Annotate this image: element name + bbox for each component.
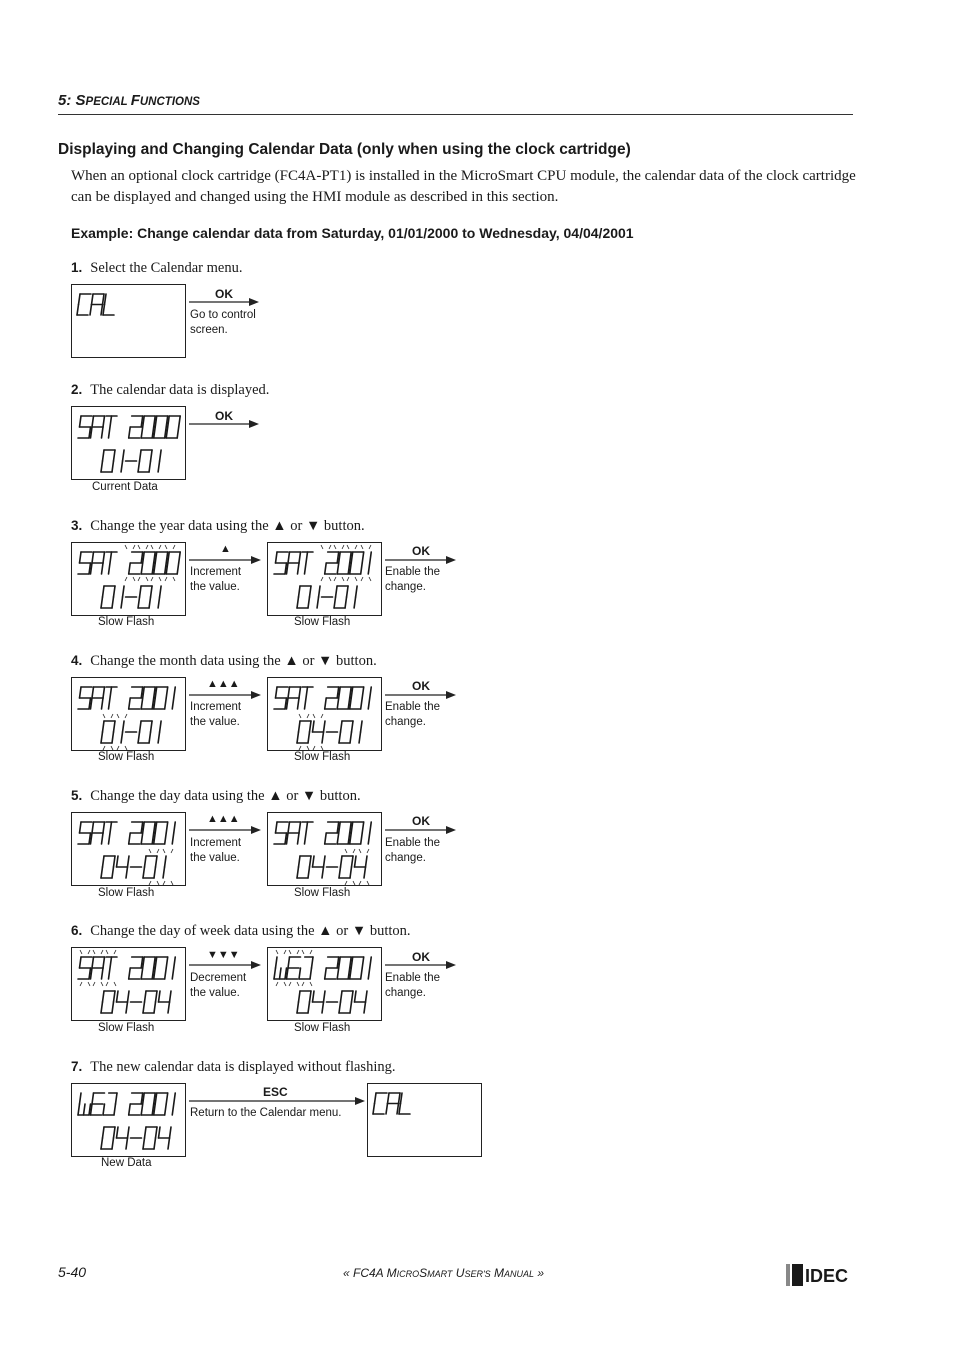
flash-mark: [111, 714, 113, 718]
note-go-to-control: Go to control screen.: [190, 309, 256, 336]
lcd-char: [355, 991, 368, 1013]
flash-mark: [345, 881, 347, 885]
lcd-char: [103, 294, 114, 315]
lcd-char: [117, 991, 130, 1013]
lcd-char: [325, 822, 339, 844]
ok-label: OK: [215, 409, 233, 423]
lcd-char: [101, 450, 115, 472]
step-1: 1. Select the Calendar menu.: [71, 260, 243, 276]
flash-mark: [146, 577, 148, 581]
lcd-char: [106, 687, 117, 709]
flash-mark: [163, 849, 165, 853]
caption-slow-flash: Slow Flash: [294, 1022, 351, 1034]
lcd-char: [158, 721, 161, 743]
lcd-char: [368, 552, 371, 574]
lcd-char: [90, 294, 104, 315]
esc-label: ESC: [263, 1085, 288, 1099]
lcd-char: [101, 856, 115, 878]
flash-mark: [369, 577, 371, 581]
lcd-char: [141, 416, 155, 438]
flash-mark: [302, 982, 304, 986]
flash-mark: [284, 950, 286, 954]
note-enable-change: Enable the change.: [385, 566, 440, 593]
lcd-char: [141, 822, 155, 844]
lcd-char: [172, 1093, 175, 1115]
lcd-char: [91, 1093, 105, 1115]
lcd-char: [121, 586, 124, 608]
lcd-char: [287, 552, 301, 574]
lcd-char: [117, 856, 130, 878]
lcd-char: [117, 1127, 130, 1149]
note-decrement: Decrement the value.: [190, 972, 247, 999]
flash-mark: [80, 982, 82, 986]
flash-mark: [297, 982, 299, 986]
lcd-char: [172, 687, 175, 709]
lcd-char: [154, 957, 168, 979]
lcd-char: [143, 856, 157, 878]
flash-mark: [307, 714, 309, 718]
lcd-char: [274, 552, 288, 574]
lcd-char: [337, 822, 351, 844]
lcd-char: [287, 822, 301, 844]
lcd-char: [101, 721, 115, 743]
caption-new-data: New Data: [101, 1157, 152, 1169]
flash-mark: [334, 545, 336, 549]
lcd-char: [334, 586, 348, 608]
manual-title: « FC4A MICROSMART USER'S MANUAL »: [343, 1266, 545, 1280]
section-number: 5:: [58, 92, 76, 109]
lcd-char: [350, 957, 364, 979]
note-increment: Increment the value.: [190, 837, 242, 864]
caption-slow-flash: Slow Flash: [98, 616, 155, 628]
flash-mark: [321, 714, 323, 718]
flash-mark: [125, 746, 127, 750]
lcd-char: [129, 822, 143, 844]
lcd-char: [78, 822, 92, 844]
flash-mark: [355, 545, 357, 549]
note-return: Return to the Calendar menu.: [190, 1107, 342, 1119]
ok-label: OK: [412, 814, 430, 828]
lcd-char: [166, 416, 180, 438]
flash-mark: [173, 577, 175, 581]
step-4: 4. Change the month data using the ▲ or ▼ button.: [71, 653, 377, 669]
lcd-char: [399, 1093, 410, 1114]
flash-mark: [101, 982, 103, 986]
up-arrows-icon: ▲▲▲: [207, 813, 240, 825]
flash-mark: [157, 849, 159, 853]
flash-mark: [159, 545, 161, 549]
lcd-char: [154, 687, 168, 709]
lcd-cal-menu: [367, 1083, 482, 1157]
lcd-char: [325, 687, 339, 709]
lcd-cal: [71, 284, 186, 358]
flash-mark: [101, 950, 103, 954]
flash-mark: [106, 950, 108, 954]
lcd-char: [138, 721, 152, 743]
flash-mark: [276, 982, 278, 986]
lcd-char: [91, 957, 105, 979]
lcd-char: [91, 416, 105, 438]
lcd-char: [297, 721, 311, 743]
lcd-char: [337, 687, 351, 709]
lcd-char: [313, 856, 326, 878]
lcd-char: [91, 822, 105, 844]
lcd-char: [141, 957, 155, 979]
up-arrow-icon: ▲: [220, 543, 231, 555]
flash-mark: [321, 545, 323, 549]
lcd-char: [121, 450, 124, 472]
header-rule: [58, 114, 853, 115]
ok-label: OK: [412, 544, 430, 558]
lcd-char: [325, 552, 339, 574]
flash-mark: [361, 545, 363, 549]
lcd-char: [121, 721, 124, 743]
idec-logo: [786, 1263, 856, 1292]
section-header: 5: SPECIAL FUNCTIONS: [58, 92, 200, 109]
flash-mark: [133, 577, 135, 581]
lcd-char: [78, 552, 92, 574]
lcd-char: [101, 586, 115, 608]
arrow-right-icon: [385, 555, 459, 565]
step-3: 3. Change the year data using the ▲ or ▼ button.: [71, 518, 365, 534]
caption-slow-flash: Slow Flash: [294, 751, 351, 763]
flash-mark: [297, 950, 299, 954]
caption-current-data: Current Data: [92, 481, 158, 493]
flash-mark: [299, 746, 301, 750]
example-heading: Example: Change calendar data from Saturday, 01/01/2000 to Wednesday, 04/04/2001: [71, 225, 634, 241]
flash-mark: [334, 577, 336, 581]
lcd-month-before: [71, 677, 186, 751]
up-arrows-icon: ▲▲▲: [207, 678, 240, 690]
flash-mark: [173, 545, 175, 549]
flash-mark: [367, 881, 369, 885]
flash-mark: [342, 545, 344, 549]
flash-mark: [151, 545, 153, 549]
flash-mark: [313, 746, 315, 750]
flash-mark: [310, 950, 312, 954]
caption-slow-flash: Slow Flash: [98, 1022, 155, 1034]
lcd-char: [302, 687, 313, 709]
lcd-char: [354, 586, 357, 608]
flash-mark: [103, 746, 105, 750]
lcd-char: [106, 822, 117, 844]
flash-mark: [80, 950, 82, 954]
flash-mark: [329, 577, 331, 581]
arrow-right-icon: [189, 825, 261, 835]
flash-mark: [355, 577, 357, 581]
lcd-char: [158, 450, 161, 472]
flash-mark: [138, 577, 140, 581]
flash-mark: [117, 746, 119, 750]
lcd-char: [129, 1093, 143, 1115]
flash-mark: [146, 545, 148, 549]
lcd-char: [154, 1093, 168, 1115]
flash-mark: [125, 577, 127, 581]
step-5: 5. Change the day data using the ▲ or ▼ button.: [71, 788, 361, 804]
flash-mark: [367, 849, 369, 853]
lcd-char: [101, 991, 115, 1013]
caption-slow-flash: Slow Flash: [98, 887, 155, 899]
flash-mark: [125, 714, 127, 718]
lcd-char: [302, 552, 313, 574]
lcd-char: [103, 1093, 117, 1115]
flash-mark: [361, 577, 363, 581]
lcd-char: [368, 822, 371, 844]
caption-slow-flash: Slow Flash: [294, 616, 351, 628]
arrow-right-icon: [189, 419, 261, 429]
note-enable-change: Enable the change.: [385, 837, 440, 864]
flash-mark: [88, 982, 90, 986]
step-7: 7. The new calendar data is displayed without flashing.: [71, 1059, 396, 1075]
lcd-char: [91, 687, 105, 709]
arrow-right-icon: [189, 297, 261, 307]
flash-mark: [353, 849, 355, 853]
lcd-char: [106, 416, 117, 438]
step-6: 6. Change the day of week data using the ▲ or ▼ button.: [71, 923, 411, 939]
flash-mark: [353, 881, 355, 885]
step-2: 2. The calendar data is displayed.: [71, 382, 270, 398]
flash-mark: [163, 881, 165, 885]
arrow-right-icon: [189, 690, 261, 700]
note-enable-change: Enable the change.: [385, 972, 440, 999]
lcd-char: [78, 687, 92, 709]
lcd-char: [163, 856, 166, 878]
lcd-char: [274, 957, 287, 979]
flash-mark: [106, 982, 108, 986]
lcd-char: [154, 822, 168, 844]
flash-mark: [321, 577, 323, 581]
lcd-char: [101, 1127, 115, 1149]
flash-mark: [302, 950, 304, 954]
caption-slow-flash: Slow Flash: [294, 887, 351, 899]
lcd-char: [129, 957, 143, 979]
lcd-char: [154, 552, 168, 574]
flash-mark: [149, 849, 151, 853]
ok-label: OK: [412, 679, 430, 693]
lcd-char: [143, 991, 157, 1013]
lcd-char: [302, 822, 313, 844]
flash-mark: [276, 950, 278, 954]
lcd-char: [299, 957, 313, 979]
flash-mark: [289, 950, 291, 954]
flash-mark: [149, 881, 151, 885]
flash-mark: [307, 746, 309, 750]
flash-mark: [369, 545, 371, 549]
lcd-char: [297, 586, 311, 608]
flash-mark: [284, 982, 286, 986]
flash-mark: [93, 950, 95, 954]
lcd-char: [129, 552, 143, 574]
flash-mark: [289, 982, 291, 986]
flash-mark: [329, 545, 331, 549]
arrow-right-icon: [189, 555, 261, 565]
lcd-char: [337, 957, 351, 979]
lcd-char: [368, 957, 371, 979]
flash-mark: [151, 577, 153, 581]
lcd-char: [106, 552, 117, 574]
flash-mark: [117, 714, 119, 718]
lcd-char: [386, 1093, 400, 1114]
flash-mark: [165, 577, 167, 581]
flash-mark: [138, 545, 140, 549]
lcd-char: [339, 856, 353, 878]
lcd-year-before: [71, 542, 186, 616]
lcd-char: [287, 687, 301, 709]
lcd-current: [71, 406, 186, 480]
down-arrows-icon: ▼▼▼: [207, 949, 240, 961]
lcd-char: [274, 822, 288, 844]
lcd-char: [325, 957, 339, 979]
lcd-char: [339, 991, 353, 1013]
flash-mark: [103, 714, 105, 718]
lcd-char: [129, 687, 143, 709]
arrow-right-icon: [385, 690, 459, 700]
lcd-char: [317, 586, 320, 608]
lcd-char: [274, 687, 288, 709]
lcd-char: [368, 687, 371, 709]
flash-mark: [347, 545, 349, 549]
flash-mark: [159, 577, 161, 581]
lcd-char: [91, 552, 105, 574]
lcd-char: [141, 1093, 155, 1115]
lcd-weekday-before: [71, 947, 186, 1021]
lcd-char: [159, 1127, 172, 1149]
flash-mark: [171, 849, 173, 853]
lcd-char: [138, 586, 152, 608]
lcd-char: [159, 991, 172, 1013]
lcd-char: [339, 721, 353, 743]
idec-logo-mark: [786, 1263, 856, 1287]
lcd-year-after: [267, 542, 382, 616]
flash-mark: [165, 545, 167, 549]
lcd-char: [359, 721, 362, 743]
lcd-char: [158, 586, 161, 608]
arrow-right-icon: [189, 960, 261, 970]
flash-mark: [359, 881, 361, 885]
lcd-char: [287, 957, 301, 979]
lcd-char: [106, 957, 117, 979]
flash-mark: [299, 714, 301, 718]
lcd-char: [77, 294, 91, 315]
lcd-char: [154, 416, 168, 438]
lcd-char: [141, 552, 155, 574]
flash-mark: [125, 545, 127, 549]
lcd-char: [141, 687, 155, 709]
lcd-weekday-after: [267, 947, 382, 1021]
flash-mark: [157, 881, 159, 885]
flash-mark: [310, 982, 312, 986]
note-increment: Increment the value.: [190, 701, 242, 728]
lcd-char: [373, 1093, 387, 1114]
arrow-right-icon: [385, 825, 459, 835]
arrow-right-icon: [189, 1096, 367, 1106]
flash-mark: [342, 577, 344, 581]
flash-mark: [171, 881, 173, 885]
flash-mark: [133, 545, 135, 549]
lcd-day-before: [71, 812, 186, 886]
flash-mark: [347, 577, 349, 581]
lcd-day-after: [267, 812, 382, 886]
flash-mark: [114, 982, 116, 986]
lcd-char: [350, 822, 364, 844]
lcd-char: [78, 957, 92, 979]
lcd-char: [129, 416, 143, 438]
lcd-char: [297, 856, 311, 878]
lcd-char: [143, 1127, 157, 1149]
page-number: 5-40: [58, 1264, 87, 1280]
lcd-char: [78, 416, 92, 438]
lcd-char: [355, 856, 368, 878]
arrow-right-icon: [385, 960, 459, 970]
lcd-char: [138, 450, 152, 472]
flash-mark: [93, 982, 95, 986]
lcd-month-after: [267, 677, 382, 751]
flash-mark: [114, 950, 116, 954]
lcd-char: [166, 552, 180, 574]
caption-slow-flash: Slow Flash: [98, 751, 155, 763]
flash-mark: [88, 950, 90, 954]
flash-mark: [313, 714, 315, 718]
flash-mark: [359, 849, 361, 853]
page-heading: Displaying and Changing Calendar Data (only when using the clock cartridge): [58, 141, 631, 158]
intro-paragraph: When an optional clock cartridge (FC4A-PT1) is installed in the MicroSmart CPU module, the calendar data of the clock cartridge can be displayed and changed using the HMI module as described in this section.: [71, 168, 856, 205]
flash-mark: [111, 746, 113, 750]
ok-label: OK: [412, 950, 430, 964]
flash-mark: [321, 746, 323, 750]
lcd-new-data: [71, 1083, 186, 1157]
lcd-char: [350, 687, 364, 709]
lcd-char: [313, 991, 326, 1013]
lcd-char: [172, 822, 175, 844]
lcd-char: [350, 552, 364, 574]
lcd-char: [172, 957, 175, 979]
lcd-char: [313, 721, 326, 743]
logo-text: IDEC: [805, 1266, 849, 1286]
flash-mark: [345, 849, 347, 853]
note-increment: Increment the value.: [190, 566, 242, 593]
ok-label: OK: [215, 287, 233, 301]
note-enable-change: Enable the change.: [385, 701, 440, 728]
lcd-char: [78, 1093, 91, 1115]
lcd-char: [337, 552, 351, 574]
lcd-char: [297, 991, 311, 1013]
